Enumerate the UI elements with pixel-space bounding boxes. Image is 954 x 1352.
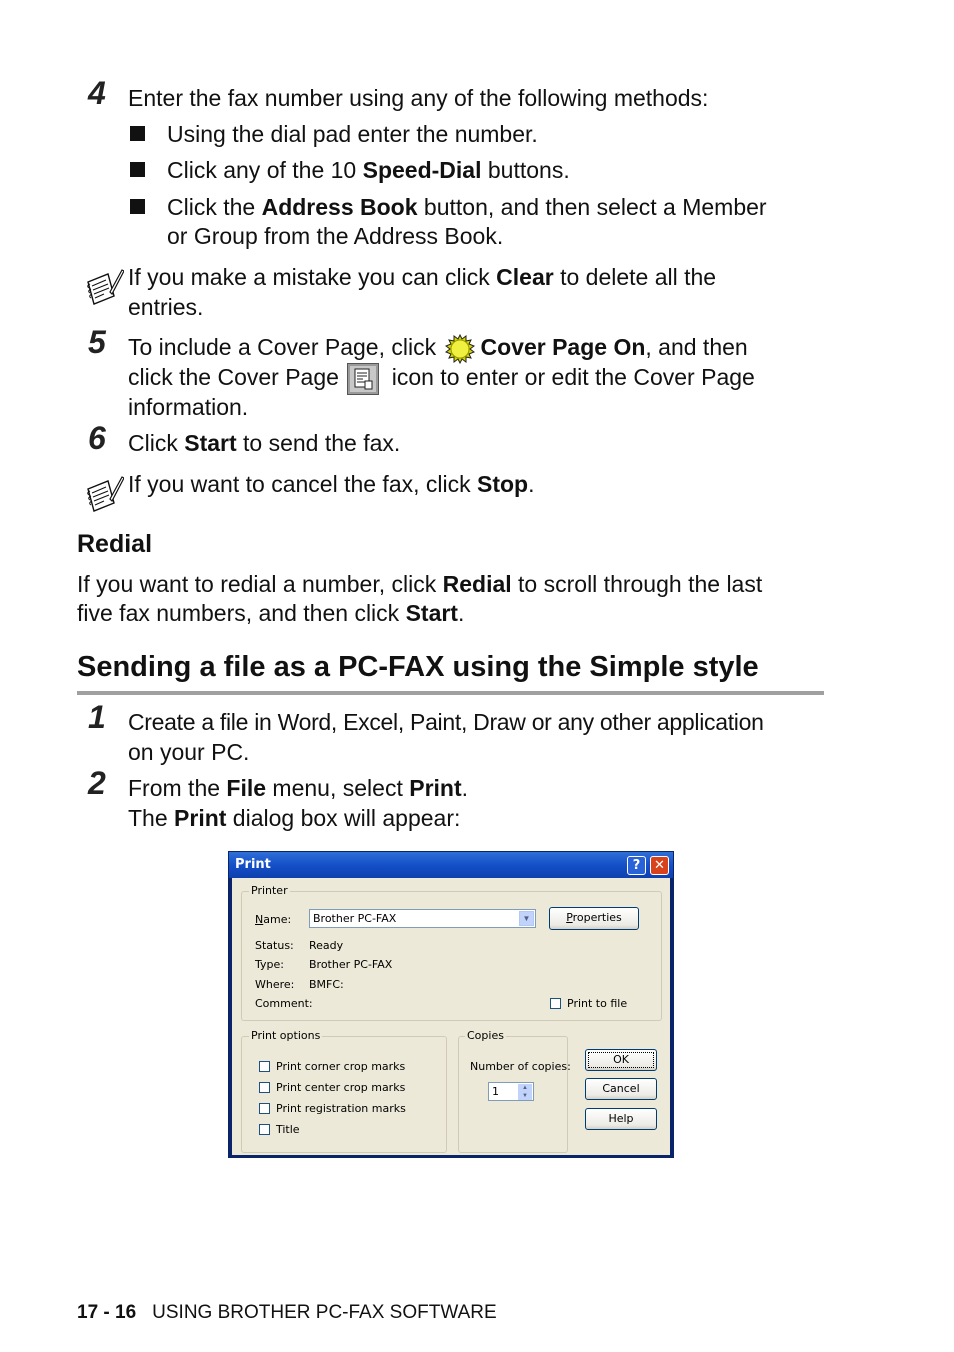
help-title-button[interactable]: ? <box>627 856 646 875</box>
step-number: 1 <box>88 699 106 735</box>
section-rule <box>77 691 824 695</box>
step-text-continued: The Print dialog box will appear: <box>128 805 461 831</box>
close-button[interactable]: ✕ <box>650 856 669 875</box>
dialog-title: Print <box>235 857 271 872</box>
bullet-item: Using the dial pad enter the number. <box>167 121 538 147</box>
properties-button[interactable]: Properties <box>549 907 639 930</box>
subheading-redial: Redial <box>77 530 153 558</box>
step-text: From the File menu, select Print. <box>128 775 469 801</box>
step-text: Create a file in Word, Excel, Paint, Draw or any other application <box>128 709 764 735</box>
type-label: Type: <box>255 958 284 971</box>
footer-title: USING BROTHER PC-FAX SOFTWARE <box>152 1302 497 1323</box>
help-button[interactable]: Help <box>585 1108 657 1130</box>
option-label: Print registration marks <box>276 1102 406 1115</box>
bullet-item-continued: or Group from the Address Book. <box>167 223 504 249</box>
print-to-file-checkbox[interactable] <box>550 998 561 1009</box>
status-value: Ready <box>309 939 344 952</box>
step-text: To include a Cover Page, click Cover Page On, and then <box>128 332 748 364</box>
step-text: Click Start to send the fax. <box>128 430 401 456</box>
option-label: Print corner crop marks <box>276 1060 406 1073</box>
option-checkbox[interactable] <box>259 1124 270 1135</box>
bullet-icon <box>130 126 145 141</box>
step-number: 5 <box>88 324 106 360</box>
cover-page-icon <box>347 363 379 395</box>
option-checkbox[interactable] <box>259 1103 270 1114</box>
where-value: BMFC: <box>309 978 344 991</box>
bullet-icon <box>130 162 145 177</box>
option-checkbox[interactable] <box>259 1082 270 1093</box>
page-footer <box>77 1301 497 1325</box>
option-label: Print center crop marks <box>276 1081 406 1094</box>
status-label: Status: <box>255 939 294 952</box>
printer-group-label: Printer <box>251 884 288 897</box>
bullet-item: Click the Address Book button, and then select a Member <box>167 194 767 220</box>
spin-up-icon[interactable]: ▲ <box>518 1084 532 1092</box>
where-label: Where: <box>255 978 295 991</box>
note-text: If you want to cancel the fax, click Stop. <box>128 471 535 497</box>
step-number: 6 <box>88 420 106 456</box>
section-title: Sending a file as a PC-FAX using the Simple style <box>77 651 759 683</box>
step-text: Enter the fax number using any of the following methods: <box>128 85 709 111</box>
printer-name-value: Brother PC-FAX <box>313 912 397 925</box>
option-label: Title <box>276 1123 300 1136</box>
dialog-title-bar <box>229 852 673 878</box>
copies-group-label: Copies <box>467 1029 504 1042</box>
print-to-file-label: Print to file <box>567 997 628 1010</box>
cancel-button[interactable]: Cancel <box>585 1078 657 1100</box>
bullet-icon <box>130 199 145 214</box>
bullet-item: Click any of the 10 Speed-Dial buttons. <box>167 157 570 183</box>
printer-name-select[interactable] <box>309 909 536 928</box>
print-options-label: Print options <box>251 1029 321 1042</box>
note-pencil-icon <box>84 475 124 515</box>
step-text-continued: information. <box>128 394 249 420</box>
step-text-continued: on your PC. <box>128 739 250 765</box>
chevron-down-icon[interactable]: ▼ <box>519 911 534 926</box>
step-text-continued: click the Cover Page icon to enter or edit the Cover Page <box>128 362 755 395</box>
copies-value: 1 <box>492 1085 499 1098</box>
note-text-continued: entries. <box>128 294 204 320</box>
note-text: If you make a mistake you can click Clear to delete all the <box>128 264 717 290</box>
copies-spinner[interactable] <box>488 1082 534 1101</box>
name-label: Name: <box>255 913 292 926</box>
note-pencil-icon <box>84 268 124 308</box>
spin-down-icon[interactable]: ▼ <box>518 1092 532 1100</box>
step-number: 2 <box>88 765 106 801</box>
step-number: 4 <box>88 75 106 111</box>
print-dialog <box>228 851 674 1158</box>
copies-label: Number of copies: <box>470 1060 571 1073</box>
paragraph-continued: five fax numbers, and then click Start. <box>77 600 465 626</box>
page-number: 17 - 16 <box>77 1302 137 1323</box>
option-checkbox[interactable] <box>259 1061 270 1072</box>
paragraph: If you want to redial a number, click Redial to scroll through the last <box>77 571 763 597</box>
comment-label: Comment: <box>255 997 313 1010</box>
type-value: Brother PC-FAX <box>309 958 393 971</box>
cover-page-on-icon <box>445 334 475 364</box>
dialog-body <box>232 878 670 1155</box>
ok-button[interactable]: OK <box>585 1049 657 1071</box>
